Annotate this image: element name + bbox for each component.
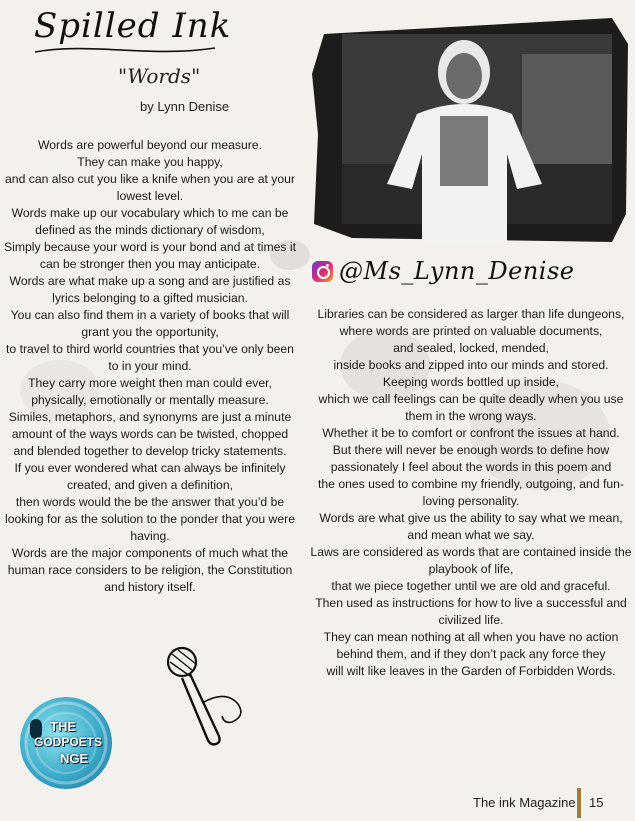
instagram-icon (312, 261, 333, 282)
poem-line: Libraries can be considered as larger than life dungeons, (317, 307, 625, 321)
badge-text-line2: GODPOETS (34, 735, 103, 749)
poem-title: "Words" (118, 64, 201, 88)
poem-line: They carry more weight then man could ever, physically, emotionally or mentally measure. (28, 376, 272, 407)
poem-left-column (2, 137, 298, 596)
poem-line: Words are the major components of much what the human race considers to be religion, the Constitution and history itself. (7, 546, 293, 594)
author-photo-image (312, 14, 630, 246)
poem-line: They can make you happy, (77, 155, 223, 169)
poem-line: that we piece together until we are old and graceful. (331, 579, 611, 593)
poem-line: Keeping words bottled up inside, (382, 375, 560, 389)
poem-line: inside books and zipped into our minds and stored. (333, 358, 609, 372)
title-underline-swash (30, 40, 220, 60)
poem-line: But there will never be enough words to define how passionately I feel about the words in this poem and (330, 443, 612, 474)
magazine-title: Spilled Ink (34, 6, 232, 46)
poem-line: Whether it be to comfort or confront the issues at hand. (322, 426, 620, 440)
poem-line: Simply because your word is your bond and at times it can be stronger then you may anticipate. (4, 240, 296, 271)
podcast-logo-badge (20, 697, 112, 789)
poem-line: where words are printed on valuable documents, (339, 324, 603, 338)
poem-line: to travel to third world countries that you’ve only been to in your mind. (6, 342, 294, 373)
footer-magazine-name: The ink Magazine (473, 795, 576, 810)
poem-line: Similes, metaphors, and synonyms are just a minute amount of the ways words can be twisted, chopped and blended together to develop tricky statements. (8, 410, 292, 458)
footer-accent-bar (577, 788, 581, 818)
social-handle[interactable] (312, 254, 574, 288)
instagram-handle[interactable]: @Ms_Lynn_Denise (339, 257, 575, 285)
poem-line: and can also cut you like a knife when you are at your lowest level. (5, 172, 295, 203)
poem-line: will wilt like leaves in the Garden of Forbidden Words. (326, 664, 616, 678)
badge-text-line1: THE (50, 719, 76, 734)
microphone-icon (160, 642, 250, 750)
poem-line: Then used as instructions for how to live a successful and civilized life. (315, 596, 627, 627)
poem-line: You can also find them in a variety of books that will grant you the opportunity, (10, 308, 290, 339)
poem-line: Words are what give us the ability to say what we mean, and mean what we say. (319, 511, 623, 542)
poem-line: having. (130, 529, 170, 543)
badge-text-line3: NGE (60, 751, 89, 766)
poem-line: the ones used to combine my friendly, outgoing, and fun-loving personality. (317, 477, 624, 508)
poem-line: and sealed, locked, mended, (393, 341, 549, 355)
poem-line: Laws are considered as words that are contained inside the playbook of life, (310, 545, 632, 576)
poem-line: then words would the be the answer that you’d be looking for as the solution to the ponder that you were (5, 495, 295, 526)
poem-byline: by Lynn Denise (140, 99, 230, 114)
poem-line: Words are powerful beyond our measure. (37, 138, 262, 152)
poem-line: Words are what make up a song and are justified as lyrics belonging to a gifted musician. (9, 274, 291, 305)
poem-line: which we call feelings can be quite deadly when you use them in the wrong ways. (318, 392, 624, 423)
page-number: 15 (589, 795, 604, 810)
poem-line: Words make up our vocabulary which to me can be defined as the minds dictionary of wisdom, (11, 206, 289, 237)
poem-line: If you ever wondered what can always be infinitely created, and given a definition, (14, 461, 286, 492)
author-photo (312, 14, 630, 246)
poem-right-column (310, 306, 632, 680)
poem-line: They can mean nothing at all when you have no action behind them, and if they don’t pack any force they (323, 630, 619, 661)
